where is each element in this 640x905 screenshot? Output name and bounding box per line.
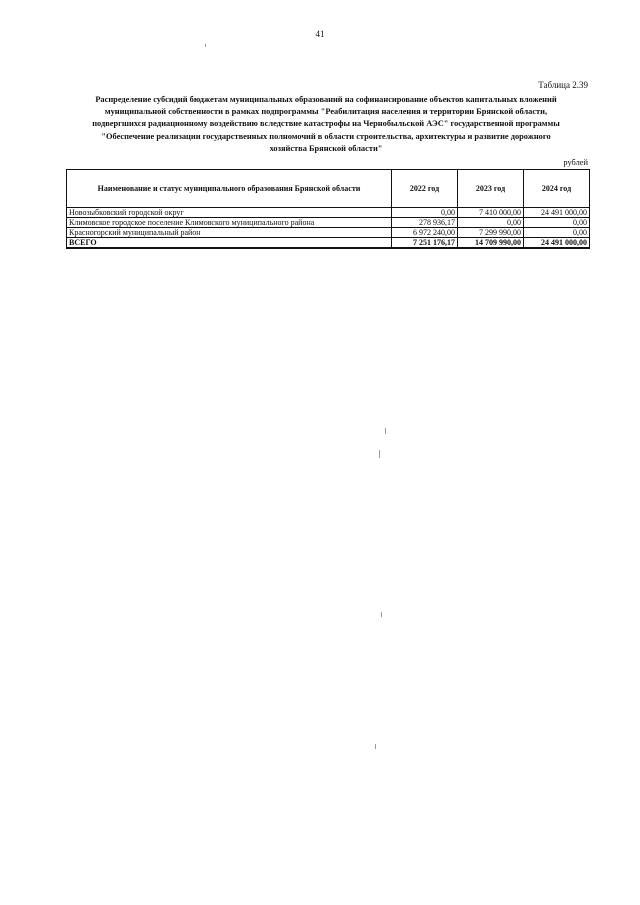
subsidy-table [66, 169, 590, 249]
row-2022: 0,00 [392, 208, 458, 218]
title-line: муниципальной собственности в рамках подпрограммы "Реабилитация населения и территории Брянской области, [104, 107, 548, 117]
total-2024: 24 491 000,00 [524, 238, 590, 249]
scan-speck [375, 744, 376, 749]
table-row [67, 218, 590, 228]
row-name: Новозыбковский городской округ [67, 208, 392, 218]
scan-speck [205, 44, 206, 47]
row-2023: 7 299 990,00 [458, 228, 524, 238]
row-2023: 7 410 000,00 [458, 208, 524, 218]
header-2024: 2024 год [524, 170, 590, 208]
scan-speck [379, 450, 380, 458]
table-row [67, 228, 590, 238]
title-line: "Обеспечение реализации государственных полномочий в области строительства, архитектуры и развитие дорожного [101, 131, 551, 141]
row-name: Климовское городское поселение Климовского муниципального района [67, 218, 392, 228]
table-row [67, 208, 590, 218]
total-row [67, 238, 590, 249]
title-line: хозяйства Брянской области" [269, 143, 383, 153]
row-2022: 6 972 240,00 [392, 228, 458, 238]
row-name: Красногорский муниципальный район [67, 228, 392, 238]
row-2022: 278 936,17 [392, 218, 458, 228]
title-line: Распределение субсидий бюджетам муниципальных образований на софинансирование объектов капитальных вложений [95, 95, 557, 104]
total-2023: 14 709 990,00 [458, 238, 524, 249]
page-number: 41 [315, 29, 325, 39]
title-line: подвергшихся радиационному воздействию вследствие катастрофы на Чернобыльской АЭС" государственной программы [92, 119, 560, 129]
scan-speck [385, 428, 386, 434]
table-label: Таблица 2.39 [538, 80, 588, 90]
row-2024: 24 491 000,00 [524, 208, 590, 218]
units-label: рублей [563, 158, 588, 167]
total-name: ВСЕГО [67, 238, 392, 249]
scan-speck [381, 612, 382, 617]
row-2023: 0,00 [458, 218, 524, 228]
total-2022: 7 251 176,17 [392, 238, 458, 249]
header-name: Наименование и статус муниципального образования Брянской области [67, 170, 392, 208]
header-2023: 2023 год [458, 170, 524, 208]
table-header-row [67, 170, 590, 208]
row-2024: 0,00 [524, 218, 590, 228]
header-2022: 2022 год [392, 170, 458, 208]
row-2024: 0,00 [524, 228, 590, 238]
document-title [62, 94, 590, 155]
